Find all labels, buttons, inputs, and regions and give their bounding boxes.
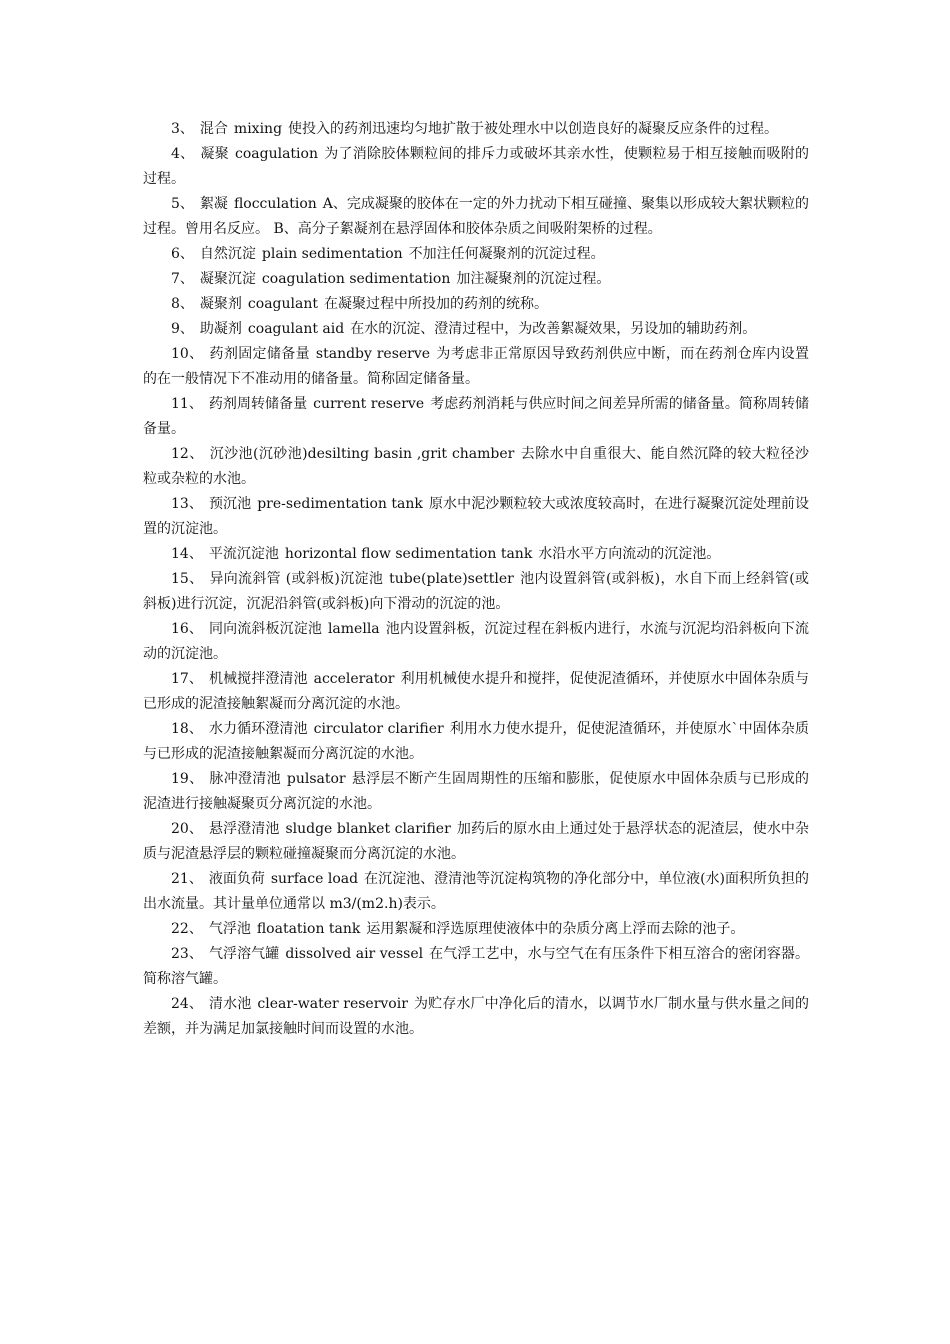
entry-english-term: lamella xyxy=(327,621,380,637)
glossary-entry xyxy=(143,992,809,1042)
entry-number: 14、 xyxy=(171,546,203,562)
entry-english-term: plain sedimentation xyxy=(261,246,403,262)
entry-definition: 为贮存水厂中净化后的清水，以调节水厂制水量与供水量之间的差额，并为满足加氯接触时间而设置的水池。 xyxy=(143,996,810,1037)
entry-number: 9、 xyxy=(171,321,194,337)
glossary-entry xyxy=(143,942,809,992)
entry-term: 助凝剂 xyxy=(199,321,242,337)
entry-definition: 在水的沉淀、澄清过程中，为改善絮凝效果，另设加的辅助药剂。 xyxy=(350,321,757,337)
entry-term: 同向流斜板沉淀池 xyxy=(209,621,322,637)
entry-definition: 为考虑非正常原因导致药剂供应中断，而在药剂仓库内设置的在一般情况下不准动用的储备量。简称固定储备量。 xyxy=(143,346,809,387)
entry-number: 24、 xyxy=(171,996,204,1012)
entry-english-term: coagulation xyxy=(235,146,318,162)
glossary-entry xyxy=(143,317,809,342)
entry-term: 气浮溶气罐 xyxy=(208,946,280,962)
entry-term: 脉冲澄清池 xyxy=(209,771,281,787)
entry-english-term: standby reserve xyxy=(315,346,431,362)
entry-number: 23、 xyxy=(171,946,203,962)
entry-number: 20、 xyxy=(171,821,203,837)
glossary-entry xyxy=(143,292,809,317)
entry-number: 18、 xyxy=(171,721,203,737)
entry-number: 7、 xyxy=(171,271,194,287)
glossary-entry xyxy=(143,767,809,817)
entry-definition: 加药后的原水由上通过处于悬浮状态的泥渣层，使水中杂质与泥渣悬浮层的颗粒碰撞凝聚而分离沉淀的水池。 xyxy=(143,821,810,862)
document-page xyxy=(143,117,809,1042)
glossary-entry xyxy=(143,717,809,767)
entry-english-term: flocculation xyxy=(233,196,317,212)
entry-term: 药剂固定储备量 xyxy=(209,346,310,362)
glossary-entry xyxy=(143,617,809,667)
entry-english-term: clear-water reservoir xyxy=(257,996,408,1012)
entry-number: 5、 xyxy=(171,196,194,212)
entry-number: 17、 xyxy=(171,671,203,687)
entry-term: 凝聚 xyxy=(200,146,229,162)
entry-definition: 为了消除胶体颗粒间的排斥力或破坏其亲水性，使颗粒易于相互接触而吸附的过程。 xyxy=(143,146,810,187)
entry-number: 3、 xyxy=(171,121,194,137)
entry-english-term: coagulant xyxy=(247,296,318,312)
entry-english-term: pre-sedimentation tank xyxy=(257,496,423,512)
entry-term: 絮凝 xyxy=(199,196,228,212)
entry-definition: 水沿水平方向流动的沉淀池。 xyxy=(538,546,721,562)
glossary-entry xyxy=(143,567,809,617)
glossary-entry xyxy=(143,867,809,917)
entry-term: 自然沉淀 xyxy=(199,246,256,262)
entry-number: 16、 xyxy=(171,621,204,637)
entry-term: 异向流斜管 (或斜板)沉淀池 xyxy=(209,571,384,587)
entry-number: 4、 xyxy=(171,146,195,162)
entry-definition: 池内设置斜管(或斜板)，水自下而上经斜管(或斜板)进行沉淀，沉泥沿斜管(或斜板)向下滑动的沉淀的池。 xyxy=(143,571,809,612)
entry-english-term: accelerator xyxy=(313,671,395,687)
glossary-entry xyxy=(143,242,809,267)
entry-number: 12、 xyxy=(171,446,204,462)
entry-number: 13、 xyxy=(171,496,203,512)
glossary-entry xyxy=(143,267,809,292)
glossary-entry xyxy=(143,142,809,192)
entry-term: 混合 xyxy=(199,121,228,137)
entry-english-term: current reserve xyxy=(313,396,425,412)
entry-english-term: circulator clarifier xyxy=(313,721,444,737)
entry-term: 凝聚剂 xyxy=(199,296,242,312)
entry-definition: 在凝聚过程中所投加的药剂的统称。 xyxy=(323,296,548,312)
entry-term: 液面负荷 xyxy=(208,871,265,887)
entry-definition: 利用水力使水提升，促使泥渣循环，并使原水`中固体杂质与已形成的泥渣接触絮凝而分离沉淀的水池。 xyxy=(143,721,810,762)
glossary-entry xyxy=(143,917,809,942)
entry-number: 22、 xyxy=(171,921,203,937)
glossary-entry xyxy=(143,342,809,392)
entry-term: 气浮池 xyxy=(208,921,251,937)
entry-number: 11、 xyxy=(171,396,203,412)
glossary-entry xyxy=(143,192,809,242)
glossary-entry xyxy=(143,817,809,867)
entry-term: 药剂周转储备量 xyxy=(208,396,308,412)
entry-number: 6、 xyxy=(171,246,194,262)
entry-english-term: dissolved air vessel xyxy=(285,946,424,962)
glossary-entry xyxy=(143,117,809,142)
glossary-entry xyxy=(143,442,809,492)
entry-definition: 在气浮工艺中，水与空气在有压条件下相互溶合的密闭容器。简称溶气罐。 xyxy=(143,946,810,987)
entry-definition: 利用机械使水提升和搅拌，促使泥渣循环，并使原水中固体杂质与已形成的泥渣接触絮凝而分离沉淀的水池。 xyxy=(143,671,809,712)
entry-definition: 加注凝聚剂的沉淀过程。 xyxy=(456,271,611,287)
entry-number: 15、 xyxy=(171,571,204,587)
entry-english-term: coagulation sedimentation xyxy=(261,271,451,287)
entry-english-term: sludge blanket clarifier xyxy=(285,821,451,837)
entry-term: 预沉池 xyxy=(208,496,252,512)
entry-definition: 在沉淀池、澄清池等沉淀构筑物的净化部分中，单位液(水)面积所负担的出水流量。其计量单位通常以 m3/(m2.h)表示。 xyxy=(143,871,809,912)
entry-definition: 去除水中自重很大、能自然沉降的较大粒径沙粒或杂粒的水池。 xyxy=(143,446,810,487)
entry-english-term: pulsator xyxy=(286,771,346,787)
entry-english-term: coagulant aid xyxy=(247,321,345,337)
entry-term: 凝聚沉淀 xyxy=(199,271,256,287)
entry-definition: 考虑药剂消耗与供应时间之间差异所需的储备量。简称周转储备量。 xyxy=(143,396,810,437)
entry-definition: 池内设置斜板，沉淀过程在斜板内进行，水流与沉泥均沿斜板向下流动的沉淀池。 xyxy=(143,621,810,662)
entry-number: 8、 xyxy=(171,296,194,312)
entry-english-term: mixing xyxy=(233,121,283,137)
entry-term: 沉沙池(沉砂池)desilting basin ,grit chamber xyxy=(209,446,515,462)
entry-definition: 运用絮凝和浮选原理使液体中的杂质分离上浮而去除的池子。 xyxy=(366,921,745,937)
glossary-entry xyxy=(143,542,809,567)
entry-english-term: horizontal flow sedimentation tank xyxy=(284,546,533,562)
entry-definition: 原水中泥沙颗粒较大或浓度较高时，在进行凝聚沉淀处理前设置的沉淀池。 xyxy=(143,496,810,537)
entry-term: 平流沉淀池 xyxy=(208,546,279,562)
entry-term: 水力循环澄清池 xyxy=(209,721,308,737)
entry-definition: 悬浮层不断产生固周期性的压缩和膨胀，促使原水中固体杂质与已形成的泥渣进行接触凝聚页分离沉淀的水池。 xyxy=(143,771,809,812)
glossary-entry xyxy=(143,667,809,717)
glossary-entry xyxy=(143,392,809,442)
entry-english-term: surface load xyxy=(270,871,359,887)
entry-definition: 不加注任何凝聚剂的沉淀过程。 xyxy=(408,246,605,262)
entry-term: 悬浮澄清池 xyxy=(209,821,280,837)
entry-english-term: floatation tank xyxy=(256,921,361,937)
entry-term: 清水池 xyxy=(209,996,252,1012)
entry-term: 机械搅拌澄清池 xyxy=(209,671,308,687)
entry-english-term: tube(plate)settler xyxy=(389,571,514,587)
entry-number: 21、 xyxy=(171,871,203,887)
entry-number: 10、 xyxy=(171,346,204,362)
entry-definition: A、完成凝聚的胶体在一定的外力扰动下相互碰撞、聚集以形成较大絮状颗粒的过程。曾用名反应。 B、高分子絮凝剂在悬浮固体和胶体杂质之间吸附架桥的过程。 xyxy=(143,196,810,237)
entry-definition: 使投入的药剂迅速均匀地扩散于被处理水中以创造良好的凝聚反应条件的过程。 xyxy=(288,121,779,137)
entry-number: 19、 xyxy=(171,771,204,787)
glossary-entry xyxy=(143,492,809,542)
